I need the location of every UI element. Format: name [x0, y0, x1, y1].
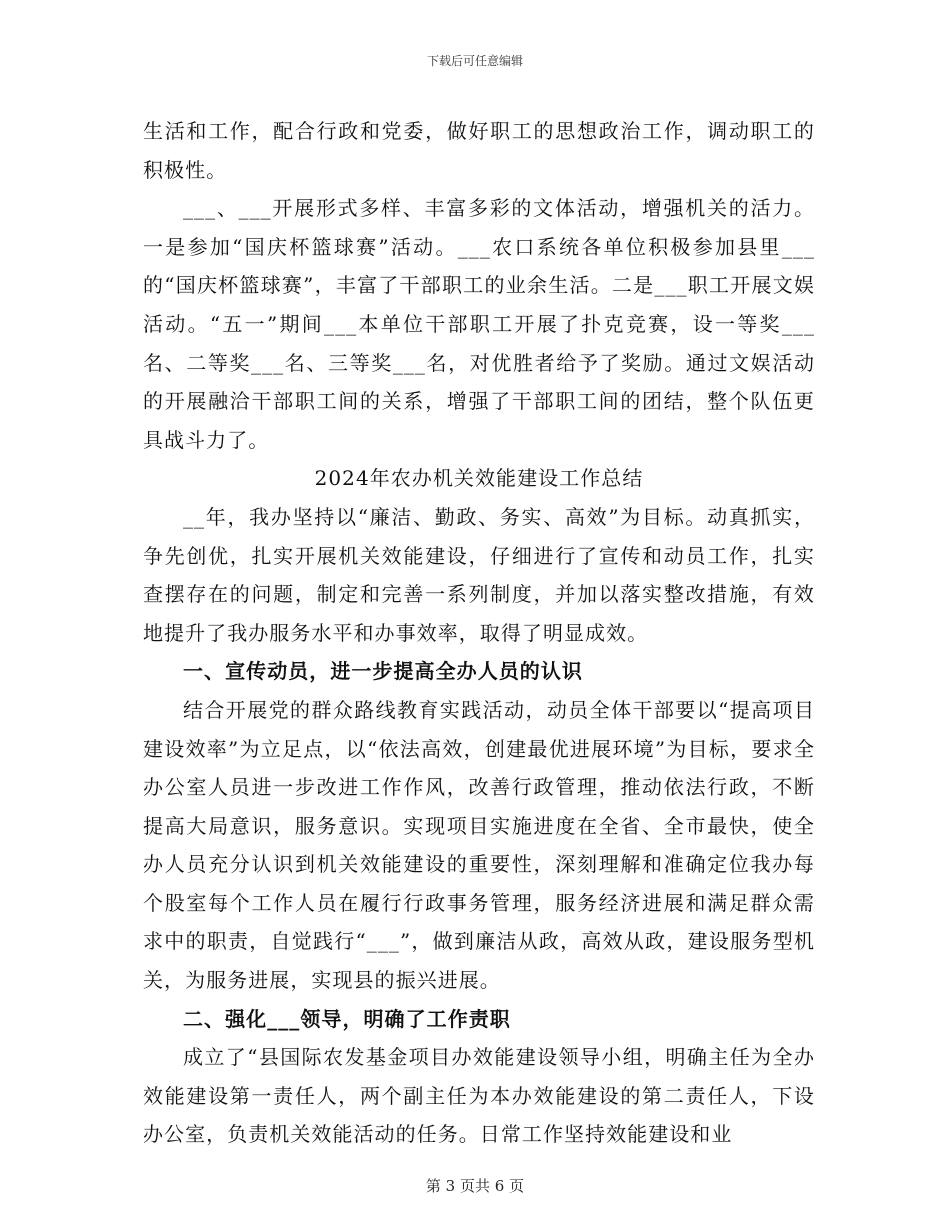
paragraph-continuation: 生活和工作，配合行政和党委，做好职工的思想政治工作，调动职工的积极性。: [143, 119, 815, 182]
paragraph-section-1: 结合开展党的群众路线教育实践活动，动员全体干部要以“提高项目建设效率”为立足点，以“依法高效，创建最优进展环境”为目标，要求全办公室人员进一步改进工作作风，改善行政管理，推动依法行政，不断提高大局意识，服务意识。实现项目实施进度在全省、全市最快，使全办人员充分认识到机关效能建设的重要性，深刻理解和准确定位我办每个股室每个工作人员在履行行政事务管理，服务经济进展和满足群众需求中的职责，自觉践行“___”，做到廉洁从政，高效从政，建设服务型机关，为服务进展，实现县的振兴进展。: [143, 697, 815, 993]
section-heading-1: 一、宣传动员，进一步提高全办人员的认识: [183, 659, 583, 684]
document-body: [143, 112, 815, 1154]
paragraph-intro: __年，我办坚持以“廉洁、勤政、务实、高效”为目标。动真抓实，争先创优，扎实开展机关效能建设，仔细进行了宣传和动员工作，扎实查摆存在的问题，制定和完善一系列制度，并加以落实整改措施，有效地提升了我办服务水平和办事效率，取得了明显成效。: [143, 504, 815, 645]
page-header: 下载后可任意编辑: [426, 54, 523, 68]
page-footer: 第 3 页共 6 页: [425, 1177, 525, 1195]
section-heading-2: 二、强化___领导，明确了工作责职: [183, 1006, 511, 1031]
paragraph-activities: ___、___开展形式多样、丰富多彩的文体活动，增强机关的活力。一是参加“国庆杯篮球赛”活动。___农口系统各单位积极参加县里___的“国庆杯篮球赛”，丰富了干部职工的业余生活。二是___职工开展文娱活动。“五一”期间___本单位干部职工开展了扑克竞赛，设一等奖___名、二等奖___名、三等奖___名，对优胜者给予了奖励。通过文娱活动的开展融洽干部职工间的关系，增强了干部职工间的团结，整个队伍更具战斗力了。: [143, 196, 815, 452]
document-title: 2024年农办机关效能建设工作总结: [314, 466, 644, 491]
paragraph-section-2: 成立了“县国际农发基金项目办效能建设领导小组，明确主任为全办效能建设第一责任人，两个副主任为本办效能建设的第二责任人，下设办公室，负责机关效能活动的任务。日常工作坚持效能建设和业: [143, 1045, 815, 1147]
